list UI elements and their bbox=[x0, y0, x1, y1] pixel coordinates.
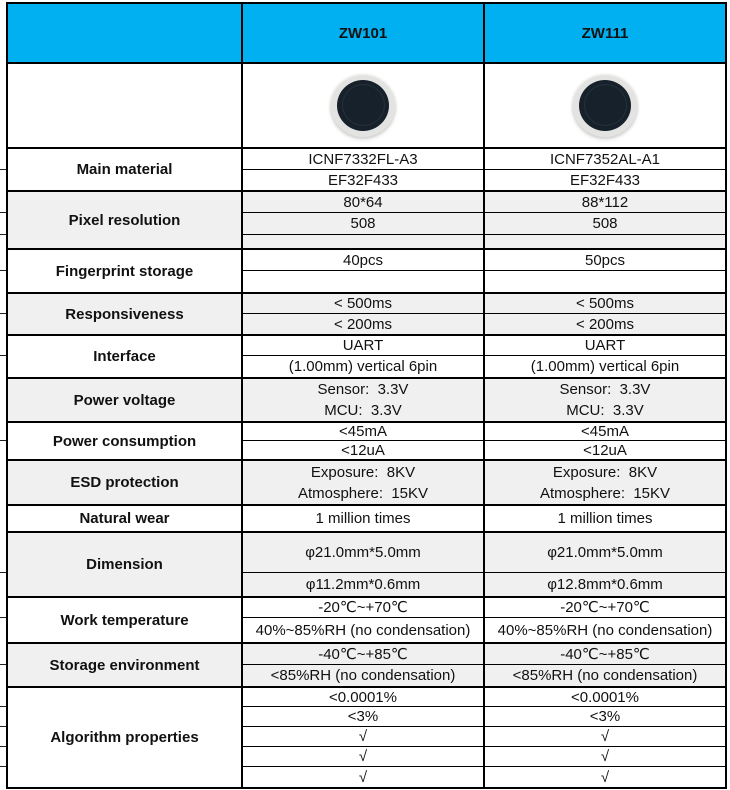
cell-dimension-zw111-0 bbox=[485, 533, 725, 572]
section-fingerprint-storage bbox=[8, 248, 725, 292]
cell-main-material-zw101-1 bbox=[243, 169, 483, 190]
column-header-zw101 bbox=[243, 4, 483, 62]
section-responsiveness bbox=[8, 292, 725, 334]
cell-text: <12uA bbox=[341, 441, 385, 459]
gridline-tick bbox=[0, 169, 6, 170]
row-label-main-material bbox=[8, 149, 243, 190]
cell-pixel-resolution-zw111-2 bbox=[485, 234, 725, 248]
values-zw101-dimension bbox=[243, 533, 483, 596]
table-header-row bbox=[8, 4, 725, 62]
cell-work-temperature-zw101-0 bbox=[243, 598, 483, 617]
cell-storage-environment-zw101-1 bbox=[243, 664, 483, 686]
cell-text: √ bbox=[600, 768, 610, 786]
values-zw101-esd-protection bbox=[243, 461, 483, 504]
cell-storage-environment-zw111-0 bbox=[485, 644, 725, 664]
cell-main-material-zw111-1 bbox=[485, 169, 725, 190]
cell-text: 40pcs bbox=[342, 251, 384, 269]
values-zw111-power-voltage bbox=[483, 379, 725, 421]
cell-text: √ bbox=[358, 768, 368, 786]
cell-line: Atmosphere: 15KV bbox=[539, 484, 671, 502]
values-zw111-algorithm-properties bbox=[483, 688, 725, 787]
gridline-tick bbox=[0, 212, 6, 213]
cell-pixel-resolution-zw111-0 bbox=[485, 192, 725, 212]
cell-text: -20℃~+70℃ bbox=[560, 599, 650, 616]
cell-main-material-zw101-0 bbox=[243, 149, 483, 169]
cell-line: Atmosphere: 15KV bbox=[297, 484, 429, 502]
header-col-zw111 bbox=[483, 4, 725, 62]
values-zw111-interface bbox=[483, 336, 725, 377]
values-zw111-dimension bbox=[483, 533, 725, 596]
row-label-dimension bbox=[8, 533, 243, 596]
cell-pixel-resolution-zw111-1 bbox=[485, 212, 725, 234]
values-zw111-fingerprint-storage bbox=[483, 250, 725, 292]
cell-line: MCU: 3.3V bbox=[324, 402, 402, 419]
cell-pixel-resolution-zw101-0 bbox=[243, 192, 483, 212]
cell-dimension-zw101-1 bbox=[243, 572, 483, 596]
cell-responsiveness-zw101-0 bbox=[243, 294, 483, 313]
cell-storage-environment-zw101-0 bbox=[243, 644, 483, 664]
cell-work-temperature-zw101-1 bbox=[243, 617, 483, 642]
gridline-tick bbox=[0, 313, 6, 314]
cell-text: EF32F433 bbox=[569, 171, 641, 189]
cell-text: √ bbox=[358, 748, 368, 765]
cell-text: φ21.0mm*5.0mm bbox=[305, 544, 421, 561]
cell-algorithm-properties-zw111-2 bbox=[485, 726, 725, 746]
cell-text: ICNF7332FL-A3 bbox=[308, 150, 418, 168]
values-zw101-power-consumption bbox=[243, 423, 483, 459]
values-zw101-work-temperature bbox=[243, 598, 483, 642]
row-label-natural-wear bbox=[8, 506, 243, 531]
section-power-voltage bbox=[8, 377, 725, 421]
row-label-text: Pixel resolution bbox=[68, 211, 181, 229]
gridline-tick bbox=[0, 766, 6, 767]
row-label-work-temperature bbox=[8, 598, 243, 642]
gridline-tick bbox=[0, 746, 6, 747]
cell-line: MCU: 3.3V bbox=[566, 402, 644, 419]
cell-fingerprint-storage-zw111-1 bbox=[485, 270, 725, 292]
values-zw111-natural-wear bbox=[483, 506, 725, 531]
cell-text: -40℃~+85℃ bbox=[560, 645, 650, 663]
header-col-zw101 bbox=[243, 4, 483, 62]
cell-text: -20℃~+70℃ bbox=[318, 599, 408, 616]
cell-interface-zw101-1 bbox=[243, 355, 483, 377]
row-label-power-voltage bbox=[8, 379, 243, 421]
sensor-face bbox=[337, 80, 389, 131]
cell-text: φ12.8mm*0.6mm bbox=[547, 576, 663, 593]
values-zw101-power-voltage bbox=[243, 379, 483, 421]
cell-text: 50pcs bbox=[584, 251, 626, 269]
values-zw101-fingerprint-storage bbox=[243, 250, 483, 292]
row-label-text: Storage environment bbox=[49, 656, 200, 674]
gridline-tick bbox=[0, 234, 6, 235]
values-zw111-product-images bbox=[483, 64, 725, 147]
cell-text: √ bbox=[358, 728, 368, 745]
section-interface bbox=[8, 334, 725, 377]
cell-natural-wear-zw101-0 bbox=[243, 506, 483, 531]
cell-interface-zw111-0 bbox=[485, 336, 725, 355]
cell-algorithm-properties-zw101-4 bbox=[243, 766, 483, 787]
cell-work-temperature-zw111-1 bbox=[485, 617, 725, 642]
row-label-text: Power consumption bbox=[52, 432, 197, 450]
cell-text: UART bbox=[342, 337, 384, 354]
values-zw101-natural-wear bbox=[243, 506, 483, 531]
row-label-algorithm-properties bbox=[8, 688, 243, 787]
row-label-pixel-resolution bbox=[8, 192, 243, 248]
cell-algorithm-properties-zw111-0 bbox=[485, 688, 725, 706]
cell-text: UART bbox=[584, 337, 626, 354]
section-esd-protection bbox=[8, 459, 725, 504]
cell-responsiveness-zw111-0 bbox=[485, 294, 725, 313]
section-algorithm-properties bbox=[8, 686, 725, 787]
cell-text: √ bbox=[600, 728, 610, 745]
cell-algorithm-properties-zw101-0 bbox=[243, 688, 483, 706]
cell-text: <45mA bbox=[339, 423, 387, 440]
cell-algorithm-properties-zw111-1 bbox=[485, 706, 725, 726]
cell-esd-protection-zw111-0 bbox=[485, 461, 725, 504]
column-header-text: ZW101 bbox=[338, 24, 388, 42]
cell-pixel-resolution-zw101-1 bbox=[243, 212, 483, 234]
row-label-text: Power voltage bbox=[73, 391, 176, 409]
column-header-text: ZW111 bbox=[581, 24, 629, 42]
fingerprint-sensor-image bbox=[331, 75, 395, 137]
values-zw101-algorithm-properties bbox=[243, 688, 483, 787]
cell-text: <85%RH (no condensation) bbox=[512, 667, 698, 684]
cell-text: <3% bbox=[589, 708, 621, 725]
section-product-images bbox=[8, 62, 725, 147]
gridline-tick bbox=[0, 726, 6, 727]
row-label-power-consumption bbox=[8, 423, 243, 459]
cell-algorithm-properties-zw111-4 bbox=[485, 766, 725, 787]
cell-power-consumption-zw101-0 bbox=[243, 423, 483, 440]
gridline-tick bbox=[0, 664, 6, 665]
row-label-text: Fingerprint storage bbox=[55, 262, 194, 280]
cell-algorithm-properties-zw101-2 bbox=[243, 726, 483, 746]
cell-text: (1.00mm) vertical 6pin bbox=[530, 358, 680, 375]
cell-line: Exposure: 8KV bbox=[310, 463, 416, 481]
cell-text: <45mA bbox=[581, 423, 629, 440]
sensor-face bbox=[579, 80, 631, 131]
section-storage-environment bbox=[8, 642, 725, 686]
row-label-text: Responsiveness bbox=[65, 305, 184, 323]
values-zw111-esd-protection bbox=[483, 461, 725, 504]
row-label-text: Algorithm properties bbox=[50, 729, 199, 746]
cell-text: 1 million times bbox=[557, 510, 653, 527]
cell-power-consumption-zw111-1 bbox=[485, 440, 725, 459]
values-zw111-responsiveness bbox=[483, 294, 725, 334]
cell-text: φ11.2mm*0.6mm bbox=[305, 576, 421, 593]
cell-algorithm-properties-zw101-3 bbox=[243, 746, 483, 766]
row-label-text: Main material bbox=[76, 161, 173, 178]
row-label-storage-environment bbox=[8, 644, 243, 686]
row-label-responsiveness bbox=[8, 294, 243, 334]
values-zw111-pixel-resolution bbox=[483, 192, 725, 248]
spec-comparison-table bbox=[6, 2, 727, 789]
cell-power-voltage-zw101-0 bbox=[243, 379, 483, 421]
cell-text: √ bbox=[600, 748, 610, 765]
cell-algorithm-properties-zw101-1 bbox=[243, 706, 483, 726]
section-natural-wear bbox=[8, 504, 725, 531]
cell-text: <12uA bbox=[583, 441, 627, 459]
cell-text: 80*64 bbox=[343, 193, 383, 211]
cell-dimension-zw111-1 bbox=[485, 572, 725, 596]
row-label-esd-protection bbox=[8, 461, 243, 504]
cell-storage-environment-zw111-1 bbox=[485, 664, 725, 686]
values-zw101-storage-environment bbox=[243, 644, 483, 686]
cell-responsiveness-zw101-1 bbox=[243, 313, 483, 334]
values-zw111-work-temperature bbox=[483, 598, 725, 642]
cell-text: < 200ms bbox=[576, 315, 634, 333]
section-pixel-resolution bbox=[8, 190, 725, 248]
cell-text: 1 million times bbox=[315, 510, 411, 527]
cell-responsiveness-zw111-1 bbox=[485, 313, 725, 334]
cell-main-material-zw111-0 bbox=[485, 149, 725, 169]
cell-power-voltage-zw111-0 bbox=[485, 379, 725, 421]
cell-text: (1.00mm) vertical 6pin bbox=[288, 358, 438, 375]
row-label-text: Work temperature bbox=[60, 611, 189, 629]
cell-esd-protection-zw101-0 bbox=[243, 461, 483, 504]
gridline-tick bbox=[0, 355, 6, 356]
cell-fingerprint-storage-zw101-1 bbox=[243, 270, 483, 292]
cell-text: <3% bbox=[347, 708, 379, 725]
cell-algorithm-properties-zw111-3 bbox=[485, 746, 725, 766]
gridline-tick bbox=[0, 617, 6, 618]
cell-text: 40%~85%RH (no condensation) bbox=[497, 621, 713, 639]
gridline-tick bbox=[0, 270, 6, 271]
cell-line: Exposure: 8KV bbox=[552, 463, 658, 481]
section-power-consumption bbox=[8, 421, 725, 459]
cell-text: <85%RH (no condensation) bbox=[270, 667, 456, 684]
cell-pixel-resolution-zw101-2 bbox=[243, 234, 483, 248]
cell-power-consumption-zw101-1 bbox=[243, 440, 483, 459]
row-label-interface bbox=[8, 336, 243, 377]
sensor-image-cell-zw101 bbox=[243, 64, 483, 147]
values-zw101-interface bbox=[243, 336, 483, 377]
cell-text: < 500ms bbox=[576, 295, 634, 312]
values-zw101-product-images bbox=[243, 64, 483, 147]
gridline-tick bbox=[0, 440, 6, 441]
section-main-material bbox=[8, 147, 725, 190]
cell-text: -40℃~+85℃ bbox=[318, 645, 408, 663]
header-empty-cell bbox=[8, 4, 243, 62]
row-label-product-images bbox=[8, 64, 243, 147]
gridline-tick bbox=[0, 706, 6, 707]
cell-text: 508 bbox=[592, 215, 618, 232]
cell-text: <0.0001% bbox=[571, 688, 639, 706]
cell-interface-zw111-1 bbox=[485, 355, 725, 377]
cell-text: 508 bbox=[350, 215, 376, 232]
sensor-image-cell-zw111 bbox=[485, 64, 725, 147]
cell-text: φ21.0mm*5.0mm bbox=[547, 544, 663, 561]
cell-text: ICNF7352AL-A1 bbox=[549, 150, 661, 168]
section-dimension bbox=[8, 531, 725, 596]
cell-text: 88*112 bbox=[581, 193, 629, 211]
cell-text: <0.0001% bbox=[329, 688, 397, 706]
values-zw101-pixel-resolution bbox=[243, 192, 483, 248]
fingerprint-sensor-image bbox=[573, 75, 637, 137]
cell-fingerprint-storage-zw111-0 bbox=[485, 250, 725, 270]
row-label-text: ESD protection bbox=[70, 474, 179, 491]
cell-natural-wear-zw111-0 bbox=[485, 506, 725, 531]
cell-line: Sensor: 3.3V bbox=[317, 381, 409, 398]
row-label-fingerprint-storage bbox=[8, 250, 243, 292]
cell-text: < 500ms bbox=[334, 295, 392, 312]
cell-power-consumption-zw111-0 bbox=[485, 423, 725, 440]
cell-text: < 200ms bbox=[334, 315, 392, 333]
values-zw101-main-material bbox=[243, 149, 483, 190]
values-zw111-main-material bbox=[483, 149, 725, 190]
values-zw111-storage-environment bbox=[483, 644, 725, 686]
values-zw101-responsiveness bbox=[243, 294, 483, 334]
cell-work-temperature-zw111-0 bbox=[485, 598, 725, 617]
values-zw111-power-consumption bbox=[483, 423, 725, 459]
cell-fingerprint-storage-zw101-0 bbox=[243, 250, 483, 270]
cell-line: Sensor: 3.3V bbox=[559, 381, 651, 398]
cell-text: EF32F433 bbox=[327, 171, 399, 189]
section-work-temperature bbox=[8, 596, 725, 642]
row-label-text: Natural wear bbox=[79, 510, 170, 527]
gridline-tick bbox=[0, 572, 6, 573]
row-label-text: Dimension bbox=[86, 556, 163, 573]
row-label-text: Interface bbox=[93, 348, 156, 365]
cell-text: 40%~85%RH (no condensation) bbox=[255, 621, 471, 639]
column-header-zw111 bbox=[485, 4, 725, 62]
cell-interface-zw101-0 bbox=[243, 336, 483, 355]
cell-dimension-zw101-0 bbox=[243, 533, 483, 572]
